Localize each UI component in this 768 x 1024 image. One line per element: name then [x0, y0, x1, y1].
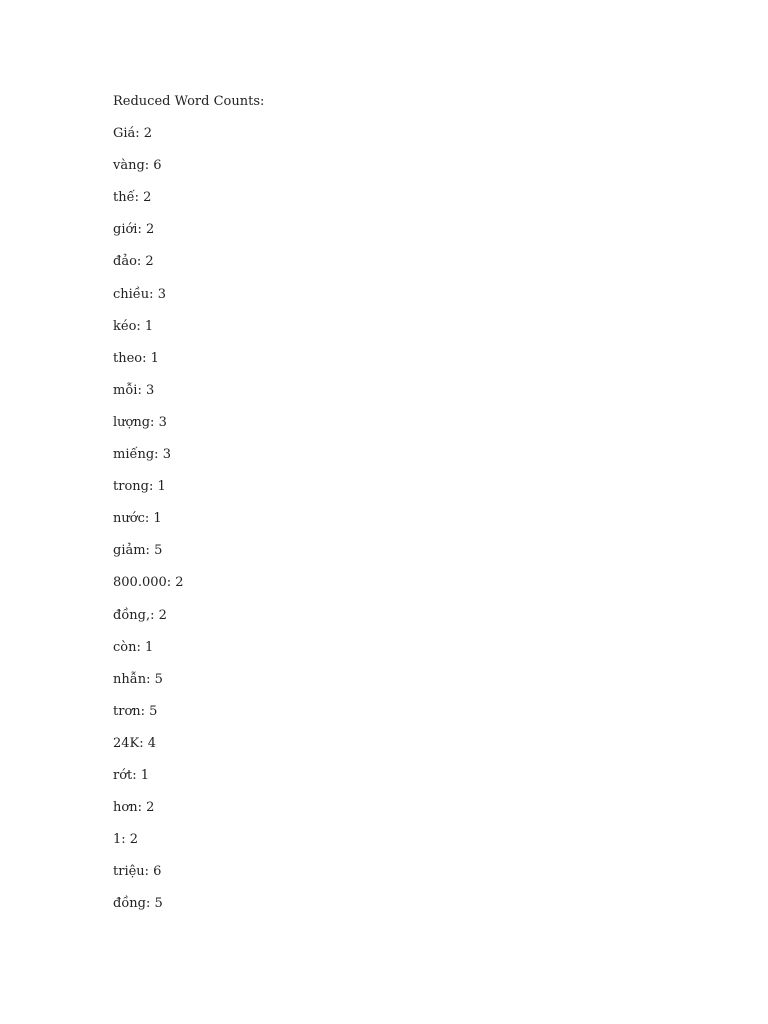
word-count-entry: lượng: 3	[113, 414, 167, 430]
word-count-entry: chiều: 3	[113, 286, 166, 302]
word-count-entry: trơn: 5	[113, 703, 158, 719]
word-count-entry: thế: 2	[113, 190, 152, 206]
word-count-entry: nhẫn: 5	[113, 671, 163, 687]
word-count-entry: 800.000: 2	[113, 575, 184, 591]
word-count-entry: 1: 2	[113, 832, 139, 848]
word-count-entry: triệu: 6	[113, 864, 162, 880]
word-count-entry: Giá: 2	[113, 126, 153, 142]
word-count-entry: hơn: 2	[113, 800, 155, 816]
word-count-entry: đồng,: 2	[113, 607, 167, 623]
word-count-entry: giới: 2	[113, 222, 155, 238]
word-count-entry: còn: 1	[113, 639, 154, 655]
word-count-entry: vàng: 6	[113, 158, 162, 174]
word-count-entry: đồng: 5	[113, 896, 163, 912]
word-count-entry: theo: 1	[113, 350, 159, 366]
word-count-entry: đảo: 2	[113, 254, 154, 270]
word-count-entry: mỗi: 3	[113, 382, 155, 398]
word-count-entry: 24K: 4	[113, 735, 157, 751]
word-count-entry: giảm: 5	[113, 543, 163, 559]
word-count-entry: miếng: 3	[113, 447, 171, 463]
document-page	[113, 93, 713, 927]
document-heading: Reduced Word Counts:	[113, 94, 265, 109]
word-count-entry: nước: 1	[113, 511, 162, 527]
word-count-entry: kéo: 1	[113, 318, 154, 334]
word-count-entry: trong: 1	[113, 479, 166, 495]
word-count-entry: rớt: 1	[113, 767, 150, 783]
